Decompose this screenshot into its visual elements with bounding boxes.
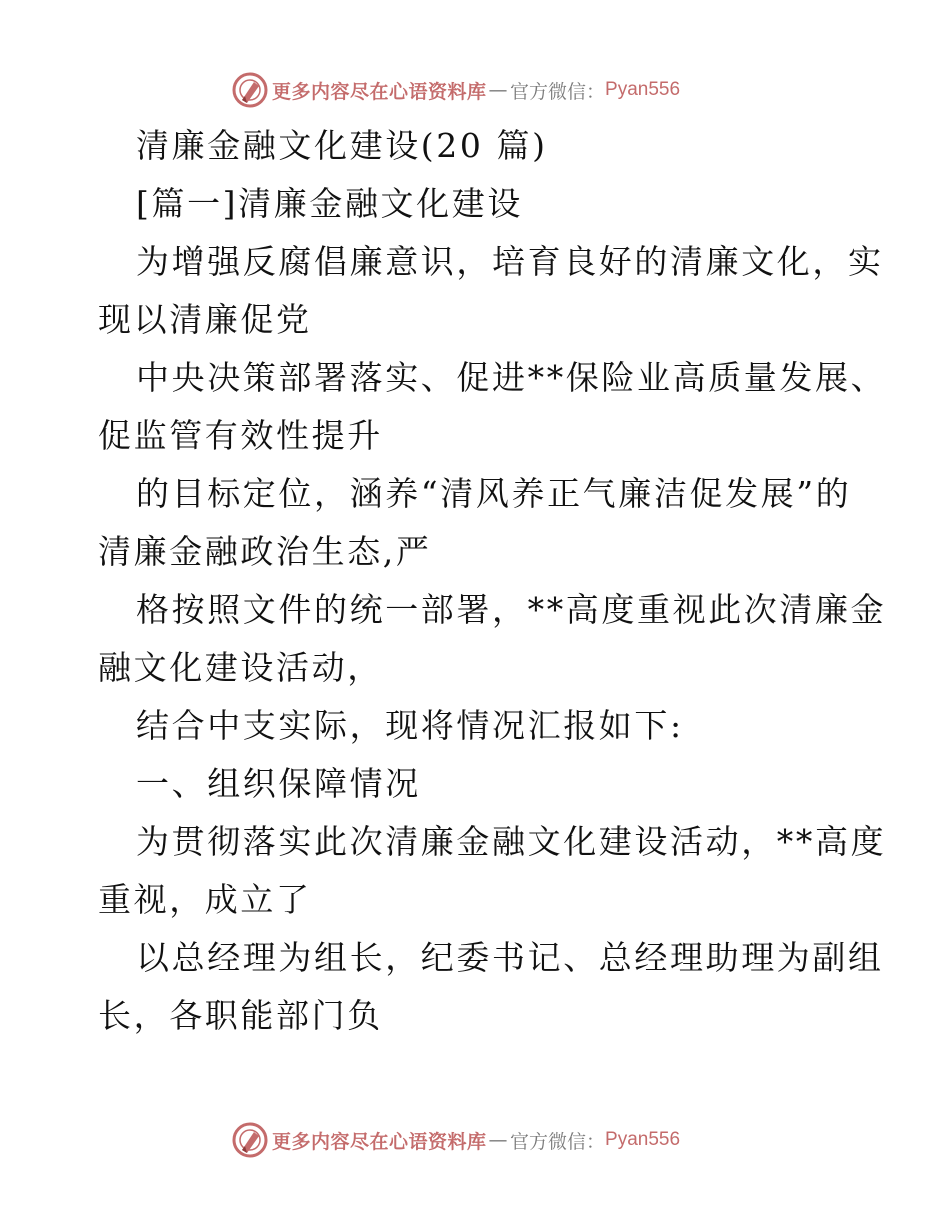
banner-dash: — (488, 79, 509, 101)
doc-line: 的目标定位，涵养“清风养正气廉洁促发展”的 (136, 474, 852, 513)
doc-line: 以总经理为组长，纪委书记、总经理助理为副组 (136, 938, 884, 977)
doc-line: 重视，成立了 (98, 880, 312, 919)
banner-wechat-label: 官方微信： (510, 80, 606, 103)
doc-line: 清廉金融政治生态,严 (98, 532, 432, 571)
doc-line: 长，各职能部门负 (98, 996, 383, 1035)
doc-line-heading: 一、组织保障情况 (136, 764, 421, 803)
banner-wechat-label: 官方微信： (510, 1130, 606, 1153)
banner-wechat-id: Pyan556 (605, 79, 681, 100)
banner-dash: — (488, 1129, 509, 1151)
doc-line: 格按照文件的统一部署，**高度重视此次清廉金 (136, 590, 887, 629)
doc-line: 促监管有效性提升 (98, 416, 383, 455)
banner-wechat-id: Pyan556 (605, 1129, 681, 1150)
doc-line: 为增强反腐倡廉意识，培育良好的清廉文化，实 (136, 242, 884, 281)
pen-nib-logo-icon (232, 1122, 268, 1158)
doc-line: 融文化建设活动， (98, 648, 383, 687)
banner-site-text: 更多内容尽在心语资料库 (272, 1130, 487, 1153)
doc-line-title: 清廉金融文化建设(20 篇) (136, 126, 548, 165)
doc-line: 中央决策部署落实、促进**保险业高质量发展、 (136, 358, 887, 397)
doc-line: 为贯彻落实此次清廉金融文化建设活动，**高度 (136, 822, 887, 861)
doc-line-section-title: [篇一]清廉金融文化建设 (136, 184, 523, 223)
pen-nib-logo-icon (232, 72, 268, 108)
document-body (98, 117, 887, 1045)
doc-line: 现以清廉促党 (98, 300, 312, 339)
header-banner (232, 70, 680, 110)
banner-site-text: 更多内容尽在心语资料库 (272, 80, 487, 103)
footer-banner (232, 1120, 680, 1160)
doc-line: 结合中支实际，现将情况汇报如下: (136, 706, 684, 745)
